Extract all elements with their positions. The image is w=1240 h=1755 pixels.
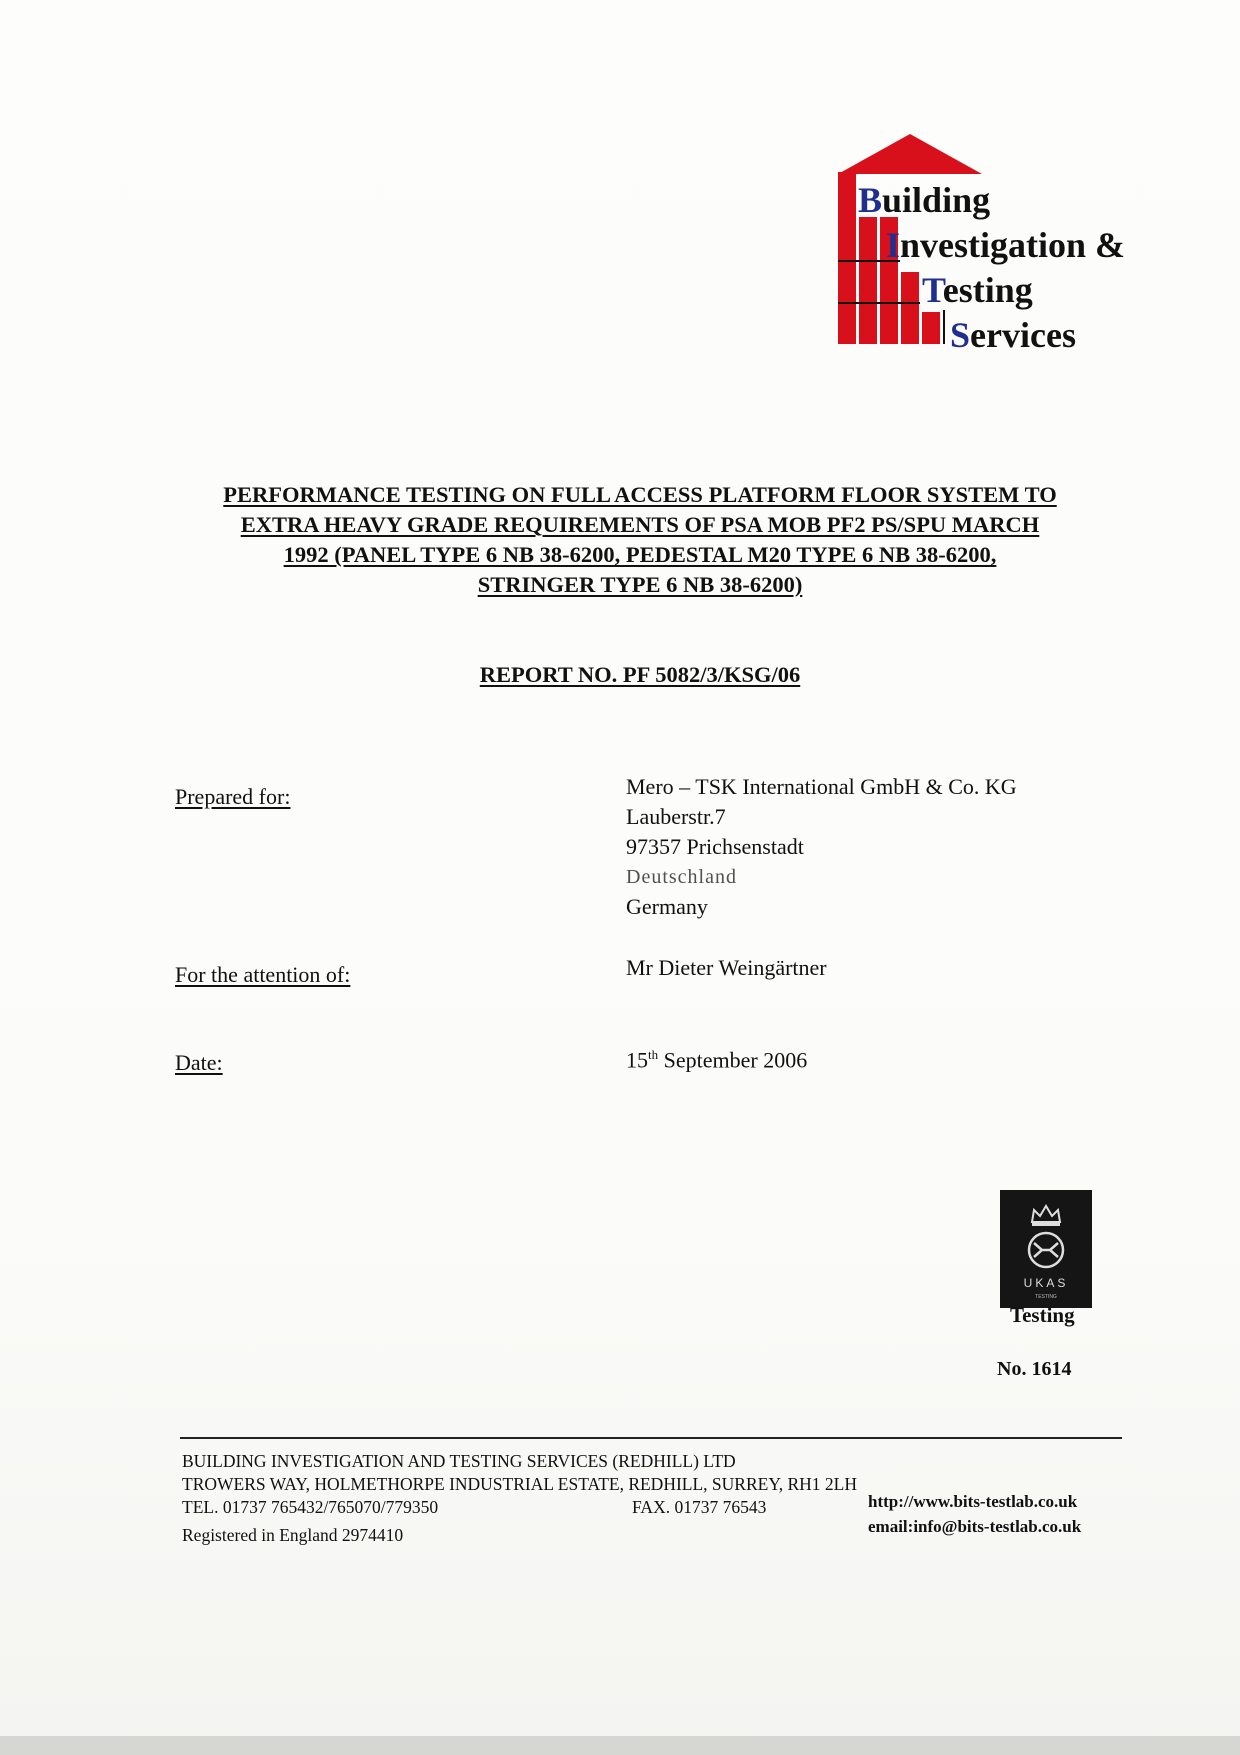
ukas-caption: Testing bbox=[1010, 1303, 1075, 1327]
scan-edge bbox=[0, 1736, 1240, 1755]
ukas-crown-icon bbox=[1000, 1190, 1092, 1308]
address-line: Germany bbox=[626, 894, 708, 919]
date-value: 15th September 2006 bbox=[626, 1047, 808, 1073]
attention-label: For the attention of: bbox=[175, 962, 351, 987]
prepared-for-address bbox=[626, 772, 1017, 922]
logo-line-services: Services bbox=[950, 315, 1076, 355]
logo-roof bbox=[838, 134, 982, 174]
report-title bbox=[160, 480, 1120, 600]
ukas-mark bbox=[1000, 1190, 1092, 1308]
address-line: Lauberstr.7 bbox=[626, 804, 726, 829]
logo-line-investigation: Investigation & bbox=[886, 225, 1126, 265]
address-line: Mero – TSK International GmbH & Co. KG bbox=[626, 774, 1017, 799]
address-line: 97357 Prichsenstadt bbox=[626, 834, 804, 859]
report-number: REPORT NO. PF 5082/3/KSG/06 bbox=[479, 662, 801, 687]
logo-separator bbox=[838, 302, 920, 304]
ukas-number: No. 1614 bbox=[997, 1358, 1072, 1380]
date-label: Date: bbox=[175, 1050, 223, 1075]
logo-line-building: Building bbox=[858, 180, 991, 220]
svg-text:TESTING: TESTING bbox=[1035, 1294, 1057, 1300]
svg-text:UKAS: UKAS bbox=[1023, 1276, 1069, 1290]
title-line: PERFORMANCE TESTING ON FULL ACCESS PLATFORM FLOOR SYSTEM TO bbox=[223, 482, 1057, 507]
attention-value: Mr Dieter Weingärtner bbox=[626, 955, 827, 980]
footer-address: TROWERS WAY, HOLMETHORPE INDUSTRIAL ESTATE, REDHILL, SURREY, RH1 2LH bbox=[182, 1474, 857, 1494]
title-line: STRINGER TYPE 6 NB 38-6200) bbox=[477, 572, 803, 597]
footer-website-link[interactable]: http://www.bits-testlab.co.uk bbox=[868, 1492, 1078, 1511]
logo-bar-2 bbox=[859, 217, 877, 344]
footer-registered: Registered in England 2974410 bbox=[182, 1525, 404, 1545]
address-line: Deutschland bbox=[626, 866, 737, 888]
title-line: EXTRA HEAVY GRADE REQUIREMENTS OF PSA MOB PF2 PS/SPU MARCH bbox=[240, 512, 1040, 537]
footer-email-link[interactable]: email:info@bits-testlab.co.uk bbox=[868, 1517, 1082, 1536]
logo-divider bbox=[943, 310, 945, 344]
title-line: 1992 (PANEL TYPE 6 NB 38-6200, PEDESTAL M20 TYPE 6 NB 38-6200, bbox=[283, 542, 997, 567]
logo-bar-4 bbox=[901, 272, 919, 344]
bits-logo bbox=[836, 132, 1146, 362]
logo-bar-1 bbox=[838, 217, 856, 344]
logo-bar-5 bbox=[922, 312, 940, 344]
footer-company: BUILDING INVESTIGATION AND TESTING SERVICES (REDHILL) LTD bbox=[182, 1451, 736, 1471]
logo-line-testing: Testing bbox=[922, 270, 1033, 310]
footer-divider bbox=[180, 1437, 1122, 1439]
prepared-for-label: Prepared for: bbox=[175, 784, 291, 809]
footer-fax: FAX. 01737 76543 bbox=[632, 1497, 767, 1517]
footer-tel: TEL. 01737 765432/765070/779350 bbox=[182, 1497, 439, 1517]
